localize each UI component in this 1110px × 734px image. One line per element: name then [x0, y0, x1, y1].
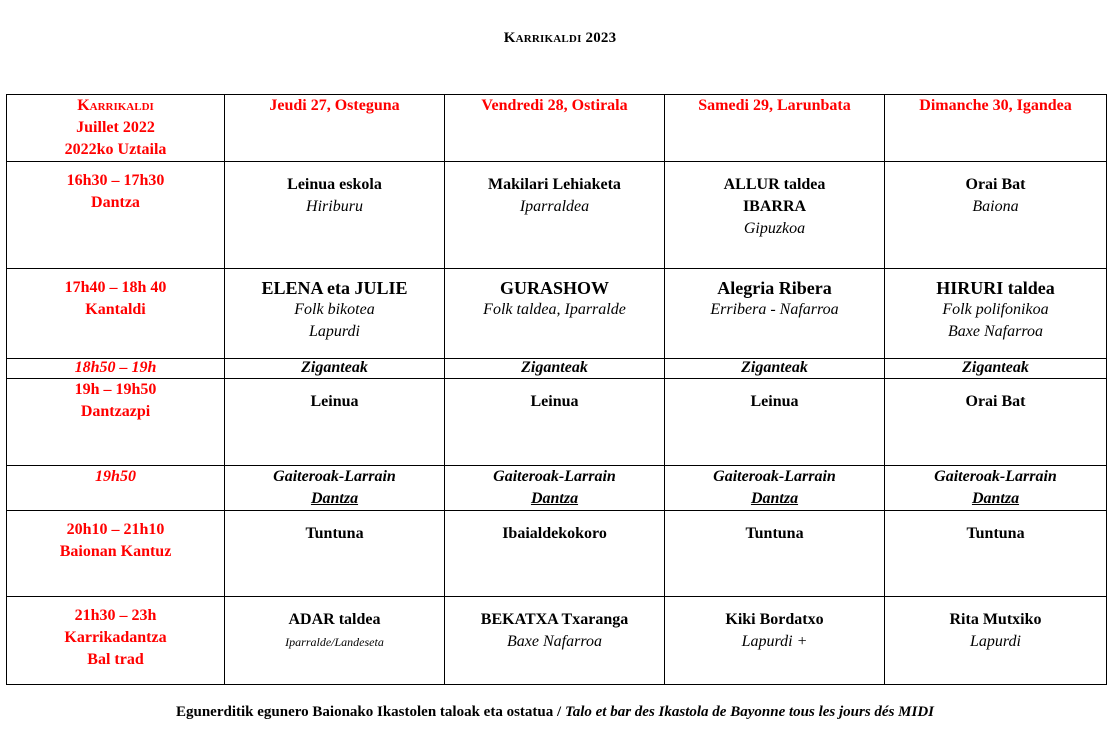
- performer-name-line2: IBARRA: [742, 198, 807, 215]
- footer-french: Talo et bar des Ikastola de Bayonne tous les jours dés MIDI: [564, 704, 935, 720]
- time-cell: [7, 511, 225, 597]
- time-slot: 17h40 – 18h 40: [64, 279, 167, 296]
- corner-cell: [7, 95, 225, 162]
- time-cell: [7, 597, 225, 685]
- table-row: [7, 269, 1107, 359]
- table-row: [7, 379, 1107, 466]
- time-slot: 16h30 – 17h30: [66, 172, 165, 189]
- footer-basque: Egunerditik egunero Baionako Ikastolen taloak eta ostatua /: [175, 704, 565, 720]
- event-cell: [225, 379, 445, 466]
- event-cell: [885, 597, 1107, 685]
- performer-origin: Lapurdi: [309, 323, 360, 340]
- time-slot: 18h50 – 19h: [7, 359, 225, 379]
- performer-origin: Iparralde/Landeseta: [285, 635, 384, 649]
- event-cell: [225, 597, 445, 685]
- performer-origin: Baxe Nafarroa: [948, 323, 1043, 340]
- footer-note: [0, 704, 1110, 721]
- time-slot: 20h10 – 21h10: [66, 521, 165, 538]
- day-header-sunday: Dimanche 30, Igandea: [885, 95, 1107, 162]
- event-cell: [665, 162, 885, 269]
- event-cell: [885, 379, 1107, 466]
- table-row: [7, 597, 1107, 685]
- time-cell: [7, 269, 225, 359]
- table-row: [7, 511, 1107, 597]
- performer-name: Alegria Ribera: [717, 278, 832, 298]
- performer-origin: Iparraldea: [519, 198, 590, 215]
- time-slot: 19h – 19h50: [74, 381, 157, 398]
- event-name: Gaiteroak-Larrain: [713, 468, 836, 485]
- performer-name: ALLUR taldea: [723, 176, 826, 193]
- event-type: Dantza: [310, 490, 359, 507]
- event-cell: [225, 162, 445, 269]
- event-type: Dantza: [750, 490, 799, 507]
- performer-origin: Gipuzkoa: [743, 220, 806, 237]
- event-cell: [225, 466, 445, 511]
- event-cell: [445, 379, 665, 466]
- performer-name: Leinua eskola: [287, 176, 382, 193]
- event-cell: [885, 162, 1107, 269]
- performer-name: GURASHOW: [499, 278, 609, 298]
- performer-name: Orai Bat: [965, 176, 1026, 193]
- event-cell: [665, 269, 885, 359]
- performer-description: Folk taldea, Iparralde: [483, 301, 626, 318]
- time-slot: 19h50: [7, 466, 225, 511]
- corner-month-eu: 2022ko Uztaila: [64, 141, 167, 158]
- event-name: Ziganteak: [665, 359, 885, 379]
- time-cell: [7, 379, 225, 466]
- event-name: Gaiteroak-Larrain: [273, 468, 396, 485]
- event-cell: [885, 466, 1107, 511]
- event-cell: [665, 379, 885, 466]
- table-row: [7, 466, 1107, 511]
- schedule-table: [6, 94, 1107, 685]
- event-cell: [665, 597, 885, 685]
- slot-label: Karrikadantza: [64, 629, 167, 646]
- header-row: [7, 95, 1107, 162]
- performer-origin: Hiriburu: [306, 198, 363, 215]
- performer-name: BEKATXA Txaranga: [480, 611, 629, 628]
- slot-label: Dantza: [91, 194, 140, 211]
- performer-origin: Erribera - Nafarroa: [710, 301, 839, 318]
- slot-label: Kantaldi: [85, 301, 146, 318]
- day-header-thursday: Jeudi 27, Osteguna: [225, 95, 445, 162]
- event-name: Ziganteak: [225, 359, 445, 379]
- performer-name: Makilari Lehiaketa: [488, 176, 621, 193]
- slot-label: Dantzazpi: [80, 403, 151, 420]
- performer-name: Leinua: [530, 393, 579, 410]
- performer-name: HIRURI taldea: [936, 278, 1055, 298]
- event-type: Dantza: [971, 490, 1020, 507]
- performer-name: Tuntuna: [305, 525, 364, 542]
- performer-description: Folk bikotea: [294, 301, 375, 318]
- table-row: [7, 162, 1107, 269]
- event-cell: [225, 511, 445, 597]
- event-cell: [225, 269, 445, 359]
- performer-origin: Baiona: [972, 198, 1019, 215]
- performer-origin: Lapurdi +: [741, 633, 808, 650]
- performer-name: Leinua: [310, 393, 359, 410]
- performer-name: Ibaialdekokoro: [502, 525, 607, 542]
- event-cell: [665, 511, 885, 597]
- event-cell: [885, 511, 1107, 597]
- performer-description: Folk polifonikoa: [942, 301, 1049, 318]
- performer-name: Tuntuna: [966, 525, 1025, 542]
- corner-month-fr: Juillet 2022: [76, 119, 155, 136]
- performer-name: ADAR taldea: [288, 611, 381, 628]
- event-name: Ziganteak: [445, 359, 665, 379]
- event-cell: [445, 511, 665, 597]
- day-header-friday: Vendredi 28, Ostirala: [445, 95, 665, 162]
- event-cell: [445, 269, 665, 359]
- event-cell: [885, 269, 1107, 359]
- event-name: Gaiteroak-Larrain: [493, 468, 616, 485]
- event-name: Ziganteak: [885, 359, 1107, 379]
- event-cell: [445, 162, 665, 269]
- performer-name: Rita Mutxiko: [949, 611, 1042, 628]
- event-cell: [445, 597, 665, 685]
- performer-name: Kiki Bordatxo: [725, 611, 824, 628]
- performer-name: ELENA eta JULIE: [261, 278, 408, 298]
- performer-name: Orai Bat: [965, 393, 1026, 410]
- day-header-saturday: Samedi 29, Larunbata: [665, 95, 885, 162]
- performer-name: Leinua: [750, 393, 799, 410]
- performer-origin: Lapurdi: [970, 633, 1021, 650]
- event-type: Dantza: [530, 490, 579, 507]
- document-title: Karrikaldi 2023: [503, 30, 617, 46]
- slot-label: Baionan Kantuz: [59, 543, 172, 560]
- slot-label-fr: Bal trad: [87, 651, 144, 668]
- event-cell: [665, 466, 885, 511]
- event-cell: [445, 466, 665, 511]
- performer-origin: Baxe Nafarroa: [507, 633, 602, 650]
- time-slot: 21h30 – 23h: [74, 607, 157, 624]
- event-name: Gaiteroak-Larrain: [934, 468, 1057, 485]
- table-row: [7, 359, 1107, 379]
- time-cell: [7, 162, 225, 269]
- performer-name: Tuntuna: [745, 525, 804, 542]
- corner-title: Karrikaldi: [77, 97, 154, 114]
